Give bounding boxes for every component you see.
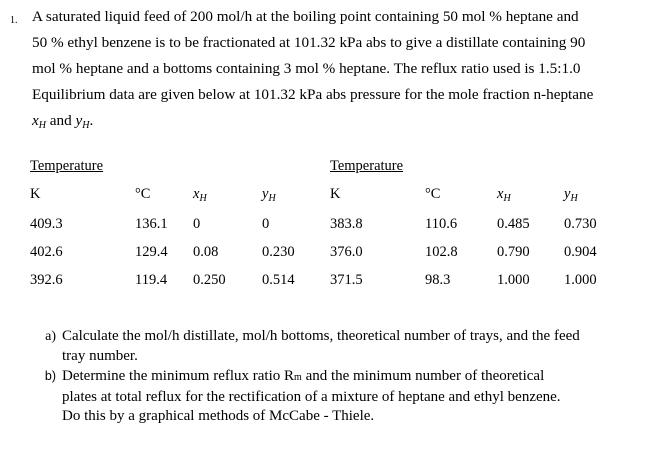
table-cell: 0.230 (262, 244, 295, 260)
table-cell: 0.790 (497, 244, 530, 260)
part-b-line-1: Determine the minimum reflux ratio Rm and the minimum number of theoretical (62, 368, 545, 384)
unit-kelvin-right: K (330, 186, 341, 202)
temperature-header-left: Temperature (30, 158, 104, 174)
table-cell: 1.000 (497, 272, 530, 288)
x-symbol: x (32, 112, 39, 129)
unit-y-left: $y_H$ (262, 186, 276, 204)
problem-line-4: Equilibrium data are given below at 101.32 kPa abs pressure for the mole fraction n-heptane (32, 86, 594, 103)
part-a-line-1: Calculate the mol/h distillate, mol/h bottoms, theoretical number of trays, and the feed (62, 328, 580, 344)
table-cell: 0.250 (193, 272, 226, 288)
problem-line-1: A saturated liquid feed of 200 mol/h at the boiling point containing 50 mol % heptane and (32, 8, 579, 25)
unit-kelvin-left: K (30, 186, 41, 202)
unit-celsius-left: °C (135, 186, 151, 202)
table-cell: 371.5 (330, 272, 363, 288)
part-b (20, 367, 640, 427)
question-number: 1. (10, 15, 18, 26)
table-cell: 0 (193, 216, 201, 232)
table-cell: 110.6 (425, 216, 458, 232)
unit-x-left: $x_H$ (193, 186, 207, 204)
table-cell: 0.08 (193, 244, 219, 260)
y-symbol: y (75, 112, 83, 129)
table-cell: 0.485 (497, 216, 530, 232)
table-cell: 0.514 (262, 272, 295, 288)
problem-line-2: 50 % ethyl benzene is to be fractionated at 101.32 kPa abs to give a distillate containing 90 (32, 34, 586, 51)
table-cell: 402.6 (30, 244, 63, 260)
table-cell: 392.6 (30, 272, 63, 288)
y-subscript: H (82, 120, 90, 131)
table-cell: 136.1 (135, 216, 168, 232)
part-b-line-3: Do this by a graphical methods of McCabe - Thiele. (62, 408, 375, 424)
problem-line-5 (32, 108, 652, 134)
table-cell: 102.8 (425, 244, 458, 260)
unit-y-right: $y_H$ (564, 186, 578, 204)
part-b-label: b) (44, 369, 56, 383)
table-cell: 98.3 (425, 272, 451, 288)
table-cell: 0.904 (564, 244, 597, 260)
table-cell: 383.8 (330, 216, 363, 232)
table-cell: 409.3 (30, 216, 63, 232)
problem-line-3: mol % heptane and a bottoms containing 3 mol % heptane. The reflux ratio used is 1.5:1.0 (32, 60, 581, 77)
part-a (20, 327, 640, 366)
x-subscript: H (38, 120, 46, 131)
table-cell: 129.4 (135, 244, 168, 260)
unit-x-right: $x_H$ (497, 186, 511, 204)
and-text: and (45, 112, 76, 129)
table-cell: 0 (262, 216, 270, 232)
temperature-header-right: Temperature (330, 158, 404, 174)
question-parts (20, 327, 640, 427)
table-cell: 376.0 (330, 244, 363, 260)
table-cell: 1.000 (564, 272, 597, 288)
part-b-line-2: plates at total reflux for the rectification of a mixture of heptane and ethyl benzene. (62, 388, 561, 405)
part-a-label: a) (45, 329, 56, 344)
problem-statement (32, 4, 652, 134)
table-cell: 119.4 (135, 272, 168, 288)
part-a-line-2: tray number. (62, 347, 138, 364)
unit-celsius-right: °C (425, 186, 441, 202)
table-cell: 0.730 (564, 216, 597, 232)
period: . (89, 112, 94, 129)
